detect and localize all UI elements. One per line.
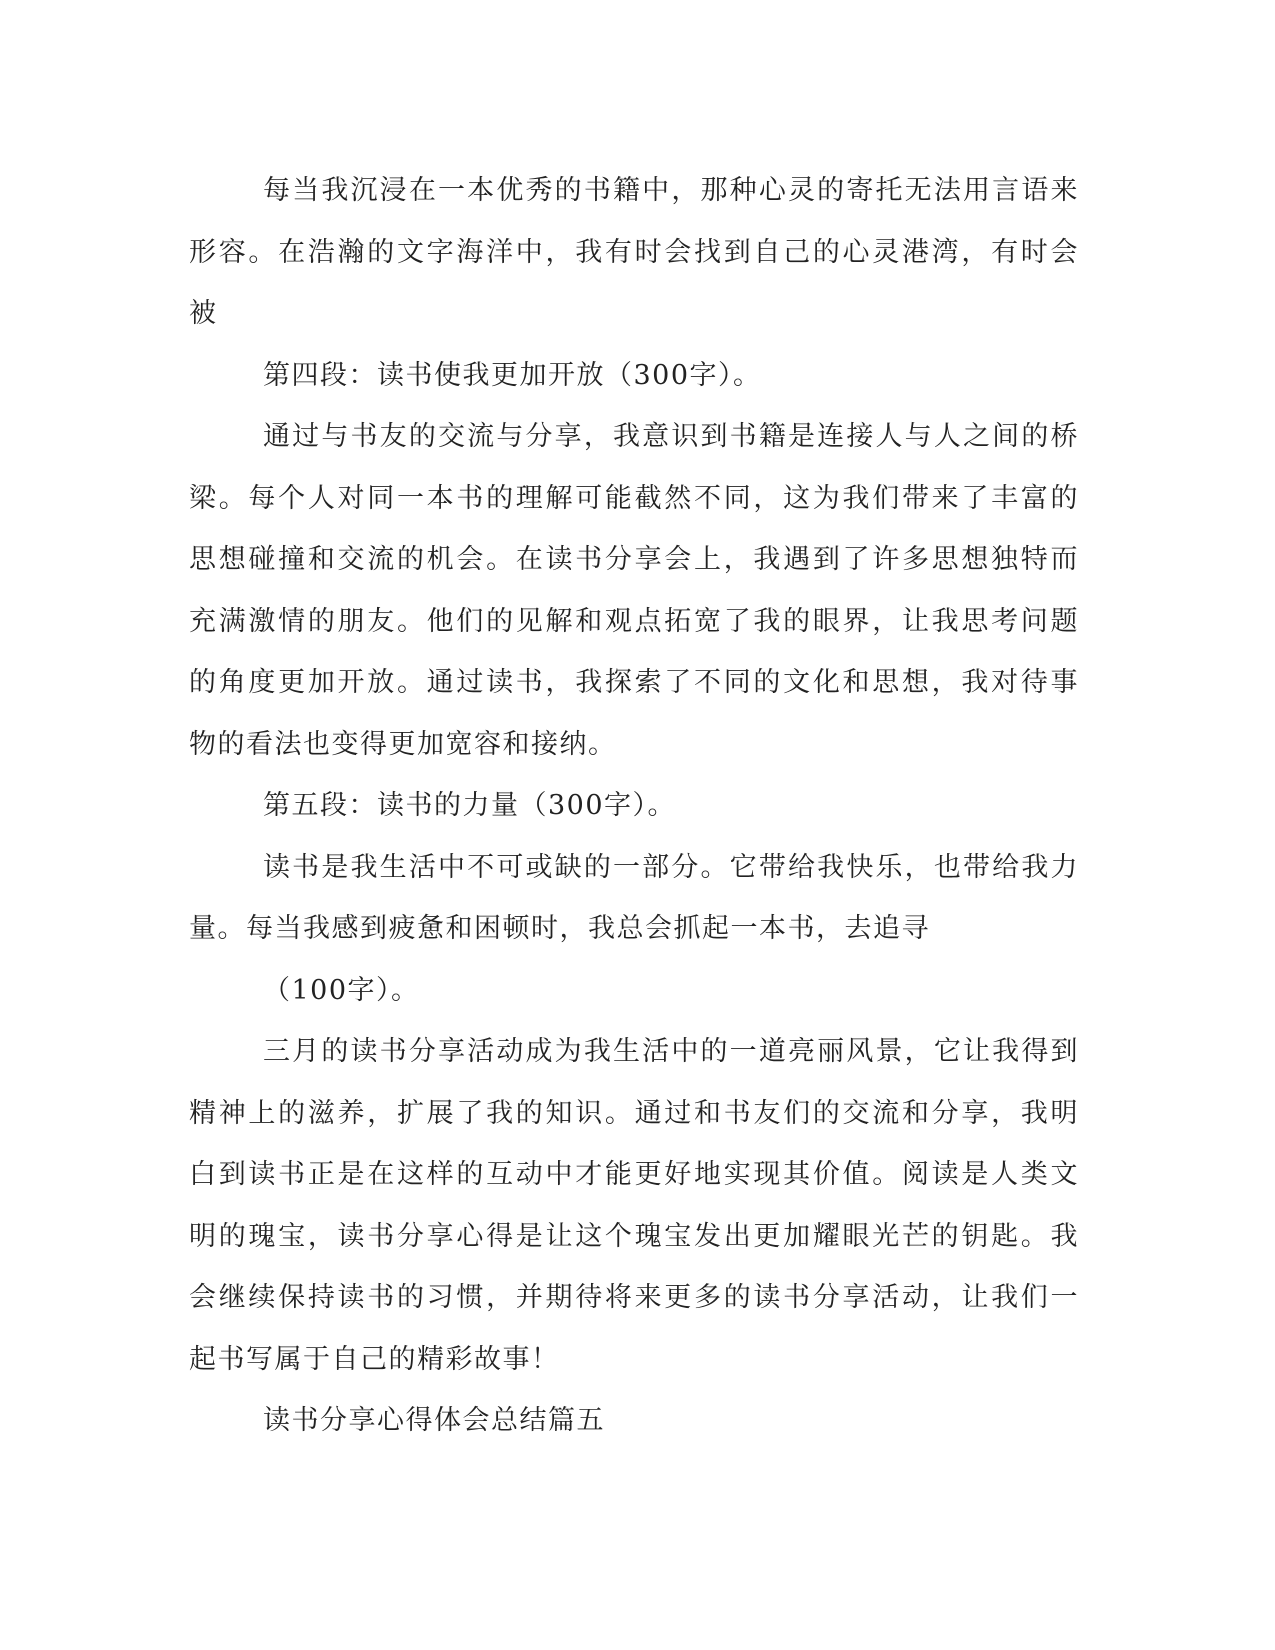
paragraph-line: 白到读书正是在这样的互动中才能更好地实现其价值。阅读是人类文 — [189, 1159, 1079, 1190]
paragraph-line: 思想碰撞和交流的机会。在读书分享会上，我遇到了许多思想独特而 — [189, 544, 1079, 575]
paragraph-line: 读书是我生活中不可或缺的一部分。它带给我快乐，也带给我力 — [263, 851, 1079, 883]
paragraph-line: 充满激情的朋友。他们的见解和观点拓宽了我的眼界，让我思考问题 — [189, 605, 1079, 637]
paragraph-line: 的角度更加开放。通过读书，我探索了不同的文化和思想，我对待事 — [189, 667, 1079, 698]
paragraph-line: 被 — [189, 298, 218, 329]
paragraph-line: 精神上的滋养，扩展了我的知识。通过和书友们的交流和分享，我明 — [189, 1097, 1079, 1129]
section-heading: 第五段：读书的力量（300字）。 — [263, 790, 677, 821]
section-heading: 第四段：读书使我更加开放（300字）。 — [263, 359, 762, 391]
paragraph-line: 明的瑰宝，读书分享心得是让这个瑰宝发出更加耀眼光芒的钥匙。我 — [189, 1220, 1079, 1252]
paragraph-line: 起书写属于自己的精彩故事！ — [189, 1343, 560, 1375]
paragraph-line: 量。每当我感到疲惫和困顿时，我总会抓起一本书，去追寻 — [189, 913, 930, 944]
paragraph-line: 通过与书友的交流与分享，我意识到书籍是连接人与人之间的桥 — [263, 421, 1079, 452]
document-body — [189, 160, 1079, 1452]
paragraph-line: 三月的读书分享活动成为我生活中的一道亮丽风景，它让我得到 — [263, 1036, 1079, 1067]
section-heading: （100字）。 — [263, 974, 420, 1006]
paragraph-line: 物的看法也变得更加宽容和接纳。 — [189, 728, 617, 760]
paragraph-line: 会继续保持读书的习惯，并期待将来更多的读书分享活动，让我们一 — [189, 1282, 1079, 1313]
paragraph-line: 梁。每个人对同一本书的理解可能截然不同，这为我们带来了丰富的 — [189, 482, 1079, 514]
paragraph-line: 形容。在浩瀚的文字海洋中，我有时会找到自己的心灵港湾，有时会 — [189, 236, 1079, 268]
section-heading: 读书分享心得体会总结篇五 — [263, 1405, 605, 1436]
paragraph-line: 每当我沉浸在一本优秀的书籍中，那种心灵的寄托无法用言语来 — [263, 175, 1079, 206]
